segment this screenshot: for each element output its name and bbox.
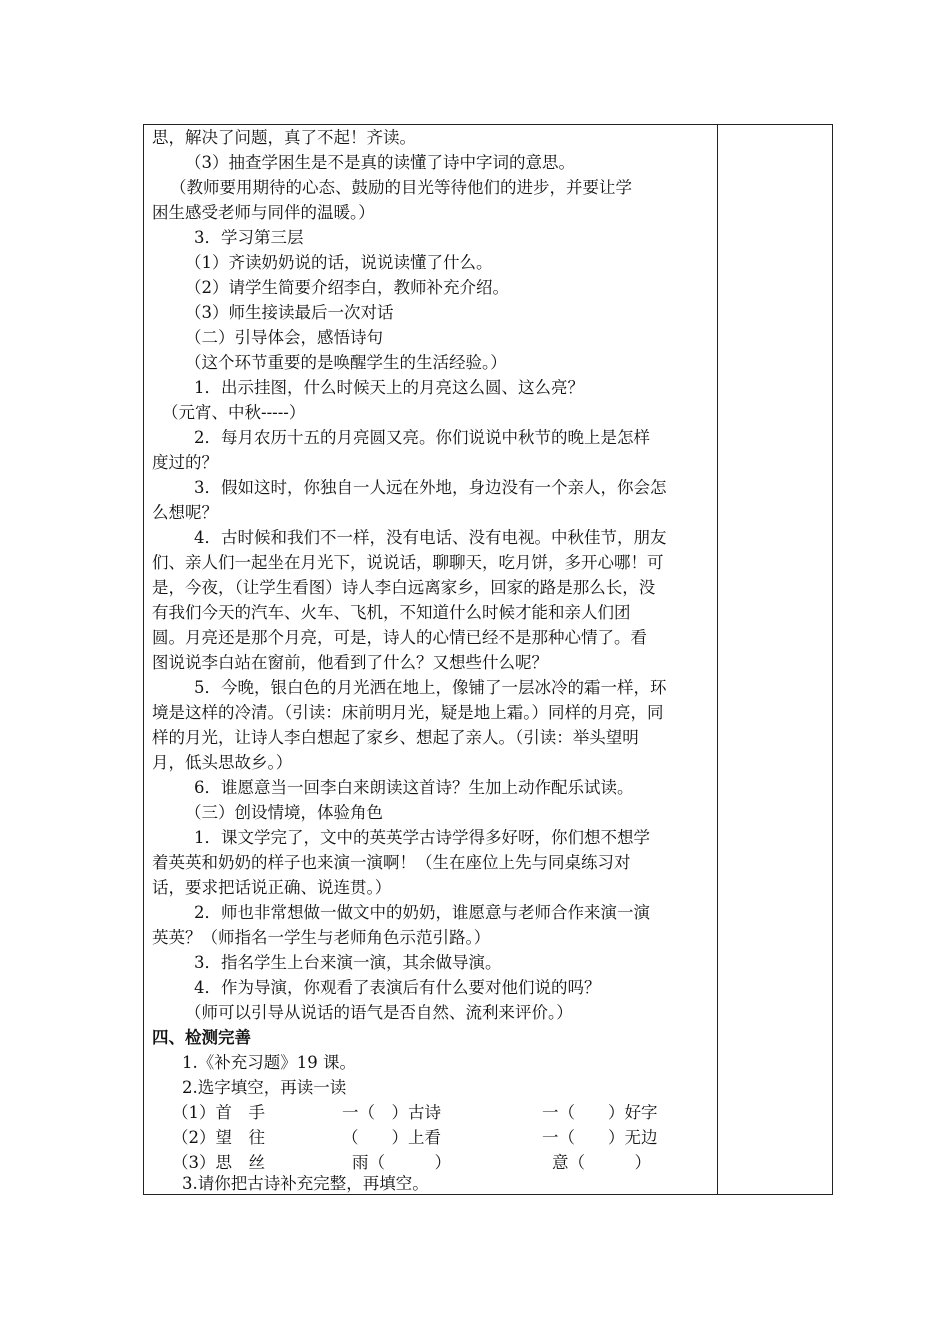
text-line: 2．每月农历十五的月亮圆又亮。你们说说中秋节的晚上是怎样	[194, 428, 650, 447]
text-line: 3.请你把古诗补充完整，再填空。	[182, 1174, 429, 1193]
text-line: 境是这样的冷清。（引读：床前明月光，疑是地上霜。）同样的月亮，同	[152, 703, 664, 722]
text-line: （教师要用期待的心态、鼓励的目光等待他们的进步，并要让学	[170, 178, 632, 197]
exercise-pair: （2）望 往	[172, 1128, 265, 1147]
text-line: 3．指名学生上台来演一演，其余做导演。	[194, 953, 502, 972]
text-line: 度过的？	[152, 453, 218, 472]
text-line: 2．师也非常想做一做文中的奶奶，谁愿意与老师合作来演一演	[194, 903, 650, 922]
text-line: 英英？（师指名一学生与老师角色示范引路。）	[152, 928, 491, 947]
text-line: （元宵、中秋-----）	[162, 403, 306, 422]
lesson-plan-table	[143, 124, 833, 1195]
text-line: 1.《补充习题》19 课。	[182, 1053, 356, 1072]
text-line: 月，低头思故乡。）	[152, 753, 293, 772]
exercise-blank: 一（ ）好字	[542, 1103, 658, 1122]
text-line: 图说说李白站在窗前，他看到了什么？又想些什么呢？	[152, 653, 548, 672]
text-line: 4．作为导演，你观看了表演后有什么要对他们说的吗？	[194, 978, 601, 997]
exercise-pair: （3）思 丝	[172, 1153, 265, 1172]
section-heading: （三）创设情境，体验角色	[185, 803, 383, 822]
section-heading: （二）引导体会，感悟诗句	[185, 328, 383, 347]
text-line: 着英英和奶奶的样子也来演一演啊！（生在座位上先与同桌练习对	[152, 853, 631, 872]
text-line: 6．谁愿意当一回李白来朗读这首诗？生加上动作配乐试读。	[194, 778, 634, 797]
text-line: 5．今晚，银白色的月光洒在地上，像铺了一层冰冷的霜一样，环	[194, 678, 667, 697]
text-line: 3．假如这时，你独自一人远在外地，身边没有一个亲人，你会怎	[194, 478, 667, 497]
text-line: 2.选字填空，再读一读	[182, 1078, 347, 1097]
exercise-blank: 一（ ）无边	[542, 1128, 658, 1147]
text-line: 话，要求把话说正确、说连贯。）	[152, 878, 392, 897]
section-heading: 四、检测完善	[152, 1028, 251, 1047]
exercise-blank: 一（ ）古诗	[342, 1103, 441, 1122]
text-line: 样的月光，让诗人李白想起了家乡、想起了亲人。（引读：举头望明	[152, 728, 639, 747]
text-line: 思，解决了问题，真了不起！齐读。	[152, 128, 416, 147]
notes-cell	[719, 125, 832, 1194]
text-line: （3）师生接读最后一次对话	[185, 303, 394, 322]
column-divider	[717, 125, 718, 1194]
text-line: 是，今夜，（让学生看图）诗人李白远离家乡，回家的路是那么长，没	[152, 578, 656, 597]
text-line: 圆。月亮还是那个月亮，可是，诗人的心情已经不是那种心情了。看	[152, 628, 647, 647]
text-line: 困生感受老师与同伴的温暖。）	[152, 203, 375, 222]
exercise-blank: （ ）上看	[342, 1128, 441, 1147]
text-line: （3）抽查学困生是不是真的读懂了诗中字词的意思。	[185, 153, 575, 172]
text-line: （1）齐读奶奶说的话，说说读懂了什么。	[185, 253, 493, 272]
text-line: （师可以引导从说话的语气是否自然、流利来评价。）	[185, 1003, 573, 1022]
exercise-blank: 雨（ ）	[352, 1153, 451, 1172]
text-line: 1．出示挂图，什么时候天上的月亮这么圆、这么亮？	[194, 378, 584, 397]
exercise-blank: 意（ ）	[552, 1153, 651, 1172]
text-line: 3．学习第三层	[194, 228, 304, 247]
text-line: （这个环节重要的是唤醒学生的生活经验。）	[185, 353, 507, 372]
text-line: 么想呢？	[152, 503, 218, 522]
text-line: 1．课文学完了，文中的英英学古诗学得多好呀，你们想不想学	[194, 828, 650, 847]
exercise-pair: （1）首 手	[172, 1103, 265, 1122]
text-line: （2）请学生简要介绍李白，教师补充介绍。	[185, 278, 509, 297]
text-line: 4．古时候和我们不一样，没有电话、没有电视。中秋佳节，朋友	[194, 528, 667, 547]
text-line: 们、亲人们一起坐在月光下，说说话，聊聊天，吃月饼，多开心哪！可	[152, 553, 664, 572]
text-line: 有我们今天的汽车、火车、飞机，不知道什么时候才能和亲人们团	[152, 603, 631, 622]
